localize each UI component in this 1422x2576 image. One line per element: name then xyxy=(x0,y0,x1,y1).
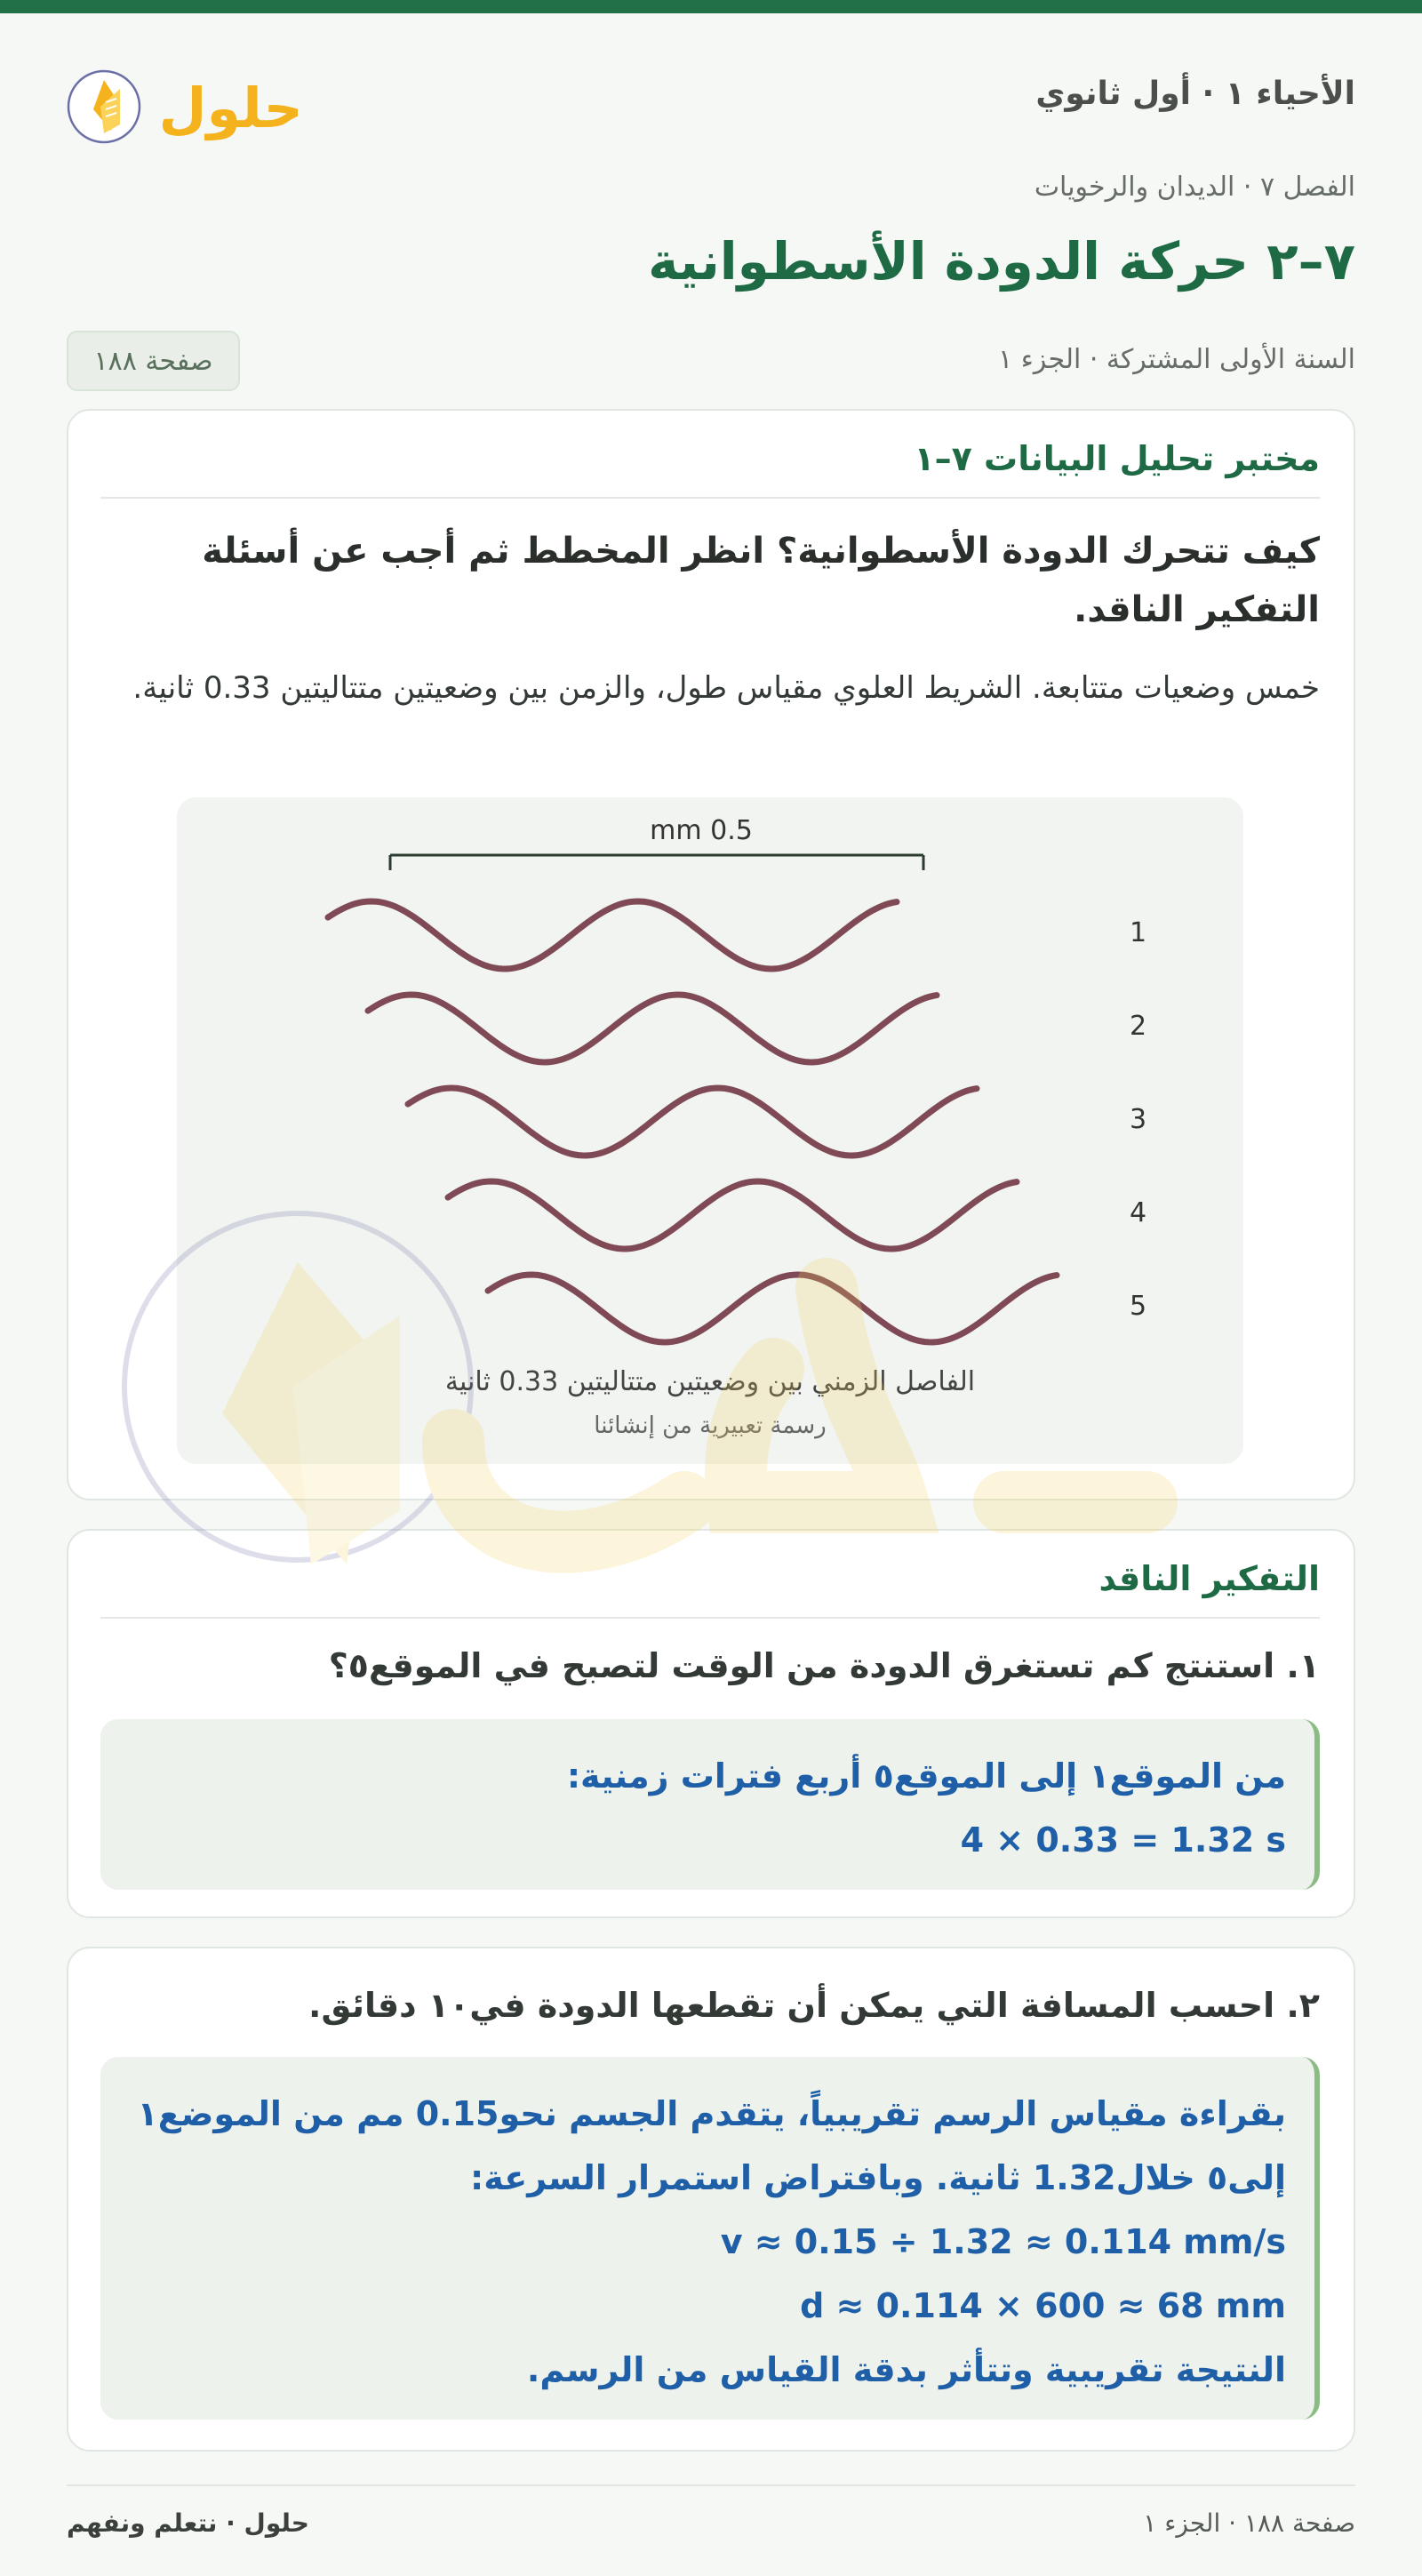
critical-thinking-card xyxy=(67,1529,1355,1918)
level-label: السنة الأولى المشتركة · الجزء ١ xyxy=(998,344,1355,375)
worm-position-5 xyxy=(488,1275,1057,1342)
question-2-card xyxy=(67,1947,1355,2452)
critical-thinking-title: التفكير الناقد xyxy=(1098,1559,1320,1598)
question-1: ١. استنتج كم تستغرق الدودة من الوقت لتصبح في الموقع٥؟ xyxy=(328,1646,1320,1685)
lesson-title: ٧–٢ حركة الدودة الأسطوانية xyxy=(648,231,1355,292)
answer-1-equation: 4 × 0.33 = 1.32 s xyxy=(960,1820,1286,1860)
worm-diagram xyxy=(177,797,1243,1464)
lab-description: خمس وضعيات متتابعة. الشريط العلوي مقياس طول، والزمن بين وضعيتين متتاليتين 0.33 ثانية. xyxy=(132,670,1320,706)
page-header xyxy=(0,13,1422,377)
page-badge: صفحة ١٨٨ xyxy=(67,331,240,391)
lab-card xyxy=(67,409,1355,1500)
critical-title-divider xyxy=(100,1617,1320,1619)
footer-brand: حلول · نتعلم ونفهم xyxy=(67,2508,309,2538)
worm-position-2 xyxy=(368,995,937,1062)
chapter-label: الفصل ٧ · الديدان والرخويات xyxy=(1034,172,1355,203)
position-label-1: 1 xyxy=(1130,917,1147,948)
answer-2-distance: d ≈ 0.114 × 600 ≈ 68 mm xyxy=(800,2286,1286,2325)
answer-2-reasoning: بقراءة مقياس الرسم تقريبياً، يتقدم الجسم نحو0.15 مم من الموضع١ إلى٥ خلال1.32 ثانية. وبافتراض استمرار السرعة: xyxy=(137,2094,1286,2197)
figure-note: رسمة تعبيرية من إنشائنا xyxy=(594,1412,827,1439)
worm-position-4 xyxy=(448,1181,1017,1249)
scale-label: 0.5 mm xyxy=(650,815,753,846)
answer-2-speed: v ≈ 0.15 ÷ 1.32 ≈ 0.114 mm/s xyxy=(720,2222,1286,2261)
position-label-3: 3 xyxy=(1130,1104,1147,1135)
answer-1-box xyxy=(100,1719,1320,1890)
scale-bar xyxy=(390,855,923,870)
position-label-4: 4 xyxy=(1130,1197,1147,1228)
lab-title: مختبر تحليل البيانات ٧–١ xyxy=(914,439,1320,478)
lab-title-divider xyxy=(100,497,1320,499)
answer-2-box xyxy=(100,2057,1320,2420)
worm-position-3 xyxy=(408,1088,977,1156)
answer-1-line: من الموقع١ إلى الموقع٥ أربع فترات زمنية: xyxy=(566,1756,1286,1796)
worm-movement-figure xyxy=(177,797,1243,1464)
figure-caption: الفاصل الزمني بين وضعيتين متتاليتين 0.33 ثانية xyxy=(444,1366,976,1397)
answer-2-note: النتيجة تقريبية وتتأثر بدقة القياس من الرسم. xyxy=(526,2350,1286,2389)
position-label-2: 2 xyxy=(1130,1011,1147,1042)
worm-position-1 xyxy=(328,901,897,969)
position-label-5: 5 xyxy=(1130,1291,1147,1322)
lab-question: كيف تتحرك الدودة الأسطوانية؟ انظر المخطط ثم أجب عن أسئلة التفكير الناقد. xyxy=(202,531,1320,630)
hulool-logo[interactable] xyxy=(67,58,298,156)
subject-label: الأحياء ١ · أول ثانوي xyxy=(1035,76,1355,112)
question-2: ٢. احسب المسافة التي يمكن أن تقطعها الدودة في١٠ دقائق. xyxy=(308,1986,1320,2025)
footer-page: صفحة ١٨٨ · الجزء ١ xyxy=(1143,2508,1355,2538)
top-accent-bar xyxy=(0,0,1422,13)
footer-divider xyxy=(67,2484,1355,2486)
svg-text:حلول: حلول xyxy=(158,76,298,140)
